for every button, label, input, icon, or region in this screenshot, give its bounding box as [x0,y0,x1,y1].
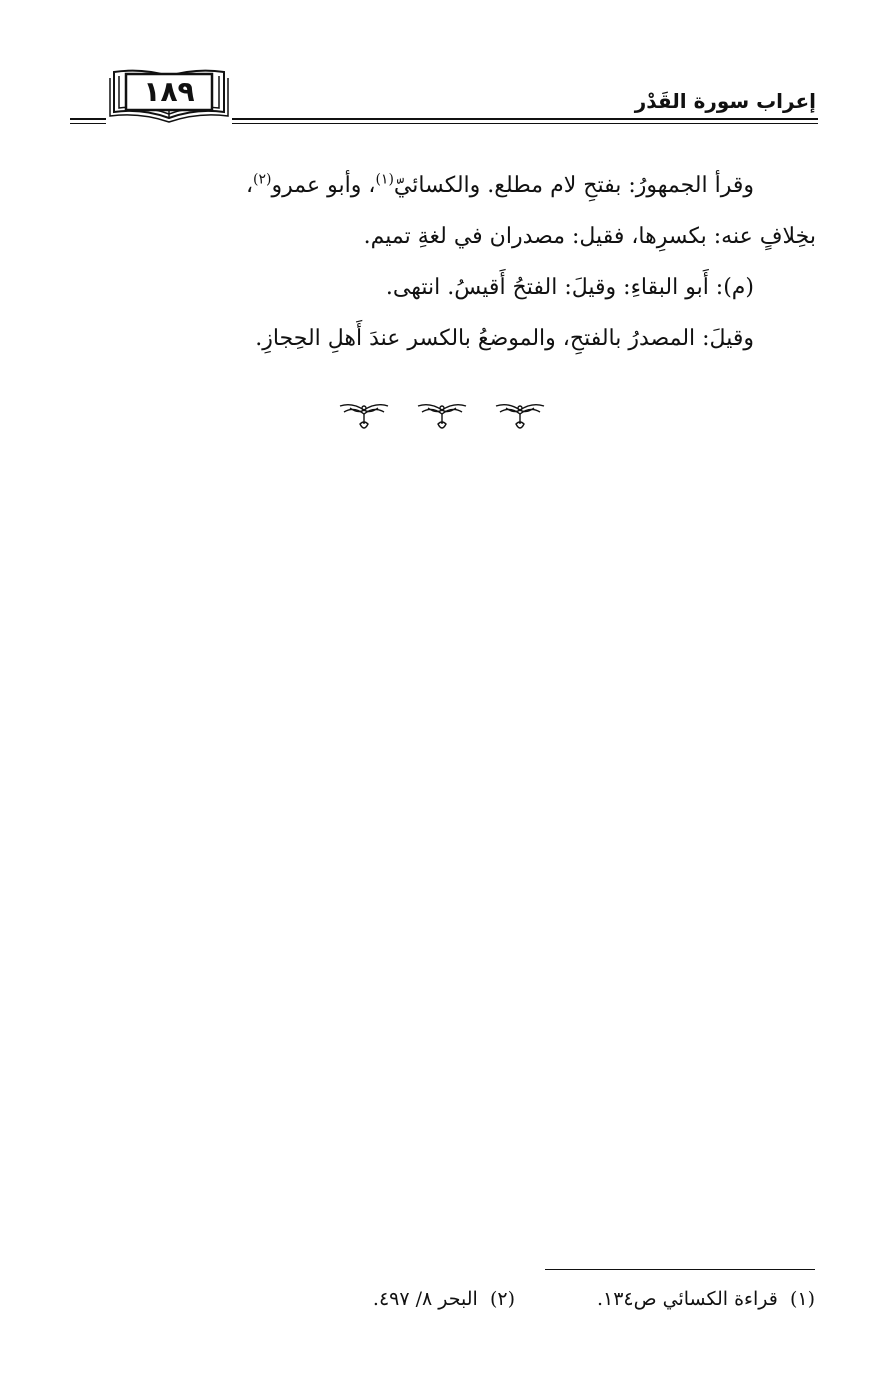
page-number-badge [106,64,232,124]
fleuron-icon [492,398,548,434]
footnotes [100,1285,815,1325]
footnote-text: قراءة الكسائي ص١٣٤. [596,1288,778,1310]
footnote-marker: (٢) [489,1288,515,1310]
text-line: بخِلافٍ عنه: بكسرِها، فقيل: مصدران في لغةِ تميم. [363,224,816,249]
footnote-ref[interactable]: (١) [375,171,394,188]
main-text [72,160,816,364]
text-segment: ، [245,173,254,198]
text-line: وقيلَ: المصدرُ بالفتحِ، والموضعُ بالكسر عندَ أَهلِ الحِجازِ. [255,326,754,351]
footnote-separator [545,1269,815,1270]
footnote-item [373,1285,515,1313]
text-segment: ، وأبو عمرو [271,173,376,198]
footnote-marker: (١) [789,1288,815,1310]
footnote-ref[interactable]: (٢) [253,171,272,188]
page-header [70,60,818,130]
text-line: (م): أَبو البقاءِ: وقيلَ: الفتحُ أَقيسُ. انتهى. [385,275,754,300]
fleuron-icon [414,398,470,434]
fleuron-icon [336,398,392,434]
footnote-text: البحر ٨/ ٤٩٧. [372,1288,478,1310]
section-ornament [336,398,556,438]
footnote-item [597,1285,815,1313]
page-number: ١٨٩ [143,75,195,108]
text-segment: وقرأ الجمهورُ: بفتحِ لام مطلع. والكسائيّ [393,173,754,198]
running-title: إعراب سورة القَدْر [634,89,816,113]
text-line [72,160,816,211]
